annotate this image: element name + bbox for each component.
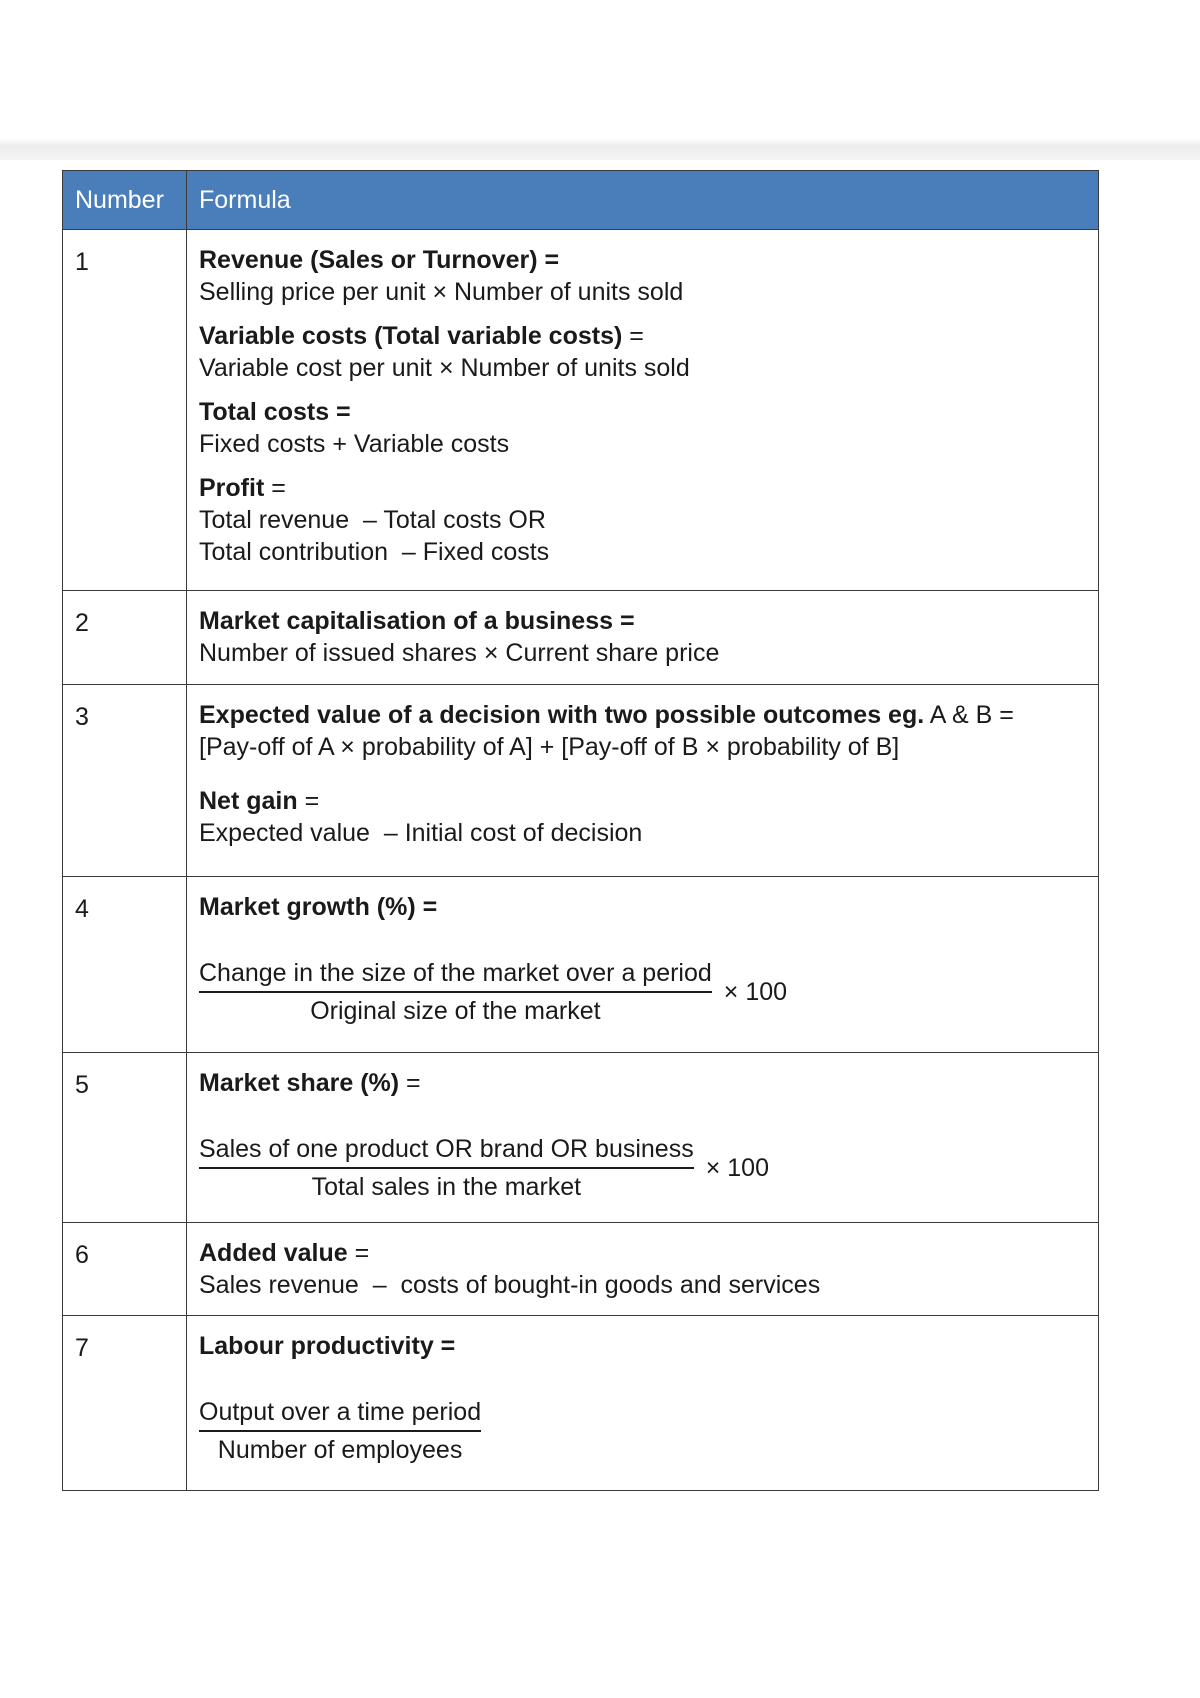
formula-expression: Expected value – Initial cost of decision [199,819,643,847]
formula-title-suffix: A & B = [924,701,1014,729]
table-row [63,877,1099,1053]
formula-expression: Variable cost per unit × Number of units sold [199,354,690,382]
formula-title-suffix: = [347,1239,370,1267]
formula-expression: Number of issued shares × Current share price [199,639,720,667]
row-number: 4 [63,877,187,1053]
formula-block-net-gain [199,785,1086,849]
table-row [63,1316,1099,1491]
formula-title [199,785,1086,817]
row-number: 1 [63,230,187,591]
fraction-denominator: Original size of the market [310,997,601,1025]
fraction-multiplier: × 100 [723,978,788,1006]
formula-cell [187,1053,1099,1223]
formula-title-text: Profit [199,474,265,502]
fraction-numerator: Change in the size of the market over a period [199,957,712,993]
formula-title: Total costs = [199,398,351,426]
formula-block-expected-value [199,699,1086,763]
fraction-multiplier: × 100 [705,1154,769,1182]
formula-expression: Sales revenue – costs of bought-in goods and services [199,1271,821,1299]
row-number: 7 [63,1316,187,1491]
header-number: Number [63,171,187,230]
table-row [63,591,1099,685]
formula-title [199,320,1086,352]
top-shade [0,0,1200,160]
table-row [63,1223,1099,1316]
fraction [199,957,712,1027]
row-number: 3 [63,685,187,877]
formula-title-text: Net gain [199,787,298,815]
formula-cell [187,877,1099,1053]
formula-block-profit [199,472,1086,568]
formula-expression: Total revenue – Total costs OR [199,506,546,534]
fraction-row [199,1133,1086,1203]
row-number: 5 [63,1053,187,1223]
fraction-numerator: Sales of one product OR brand OR business [199,1133,694,1169]
row-number: 6 [63,1223,187,1316]
formula-title-text: Variable costs (Total variable costs) [199,322,623,350]
formula-title [199,472,1086,504]
formula-expression: Selling price per unit × Number of units sold [199,278,684,306]
fraction-denominator: Number of employees [217,1436,463,1464]
table-row [63,1053,1099,1223]
formula-cell [187,591,1099,685]
formula-cell [187,1223,1099,1316]
fraction-row [199,1396,1086,1466]
fraction-numerator: Output over a time period [199,1396,481,1432]
formula-title-suffix: = [399,1069,421,1097]
formula-title-suffix: = [264,474,286,502]
formula-title: Market capitalisation of a business = [199,607,635,635]
formula-title: Revenue (Sales or Turnover) = [199,246,560,274]
header-row [63,171,1099,230]
formula-expression: Fixed costs + Variable costs [199,430,510,458]
table-row [63,685,1099,877]
fraction-row [199,957,1086,1027]
formula-title-suffix: = [622,322,644,350]
formula-title [199,1237,1086,1269]
formula-title [199,1067,1086,1099]
formula-expression: [Pay-off of A × probability of A] + [Pay-off of B × probability of B] [199,733,900,761]
formula-block-revenue [199,244,1086,308]
formula-cell [187,230,1099,591]
header-formula: Formula [187,171,1099,230]
fraction [199,1133,694,1203]
formula-cell [187,685,1099,877]
formula-title-text: Added value [199,1239,348,1267]
formula-title [199,699,1086,731]
formula-block-variable-costs [199,320,1086,384]
fraction [199,1396,481,1466]
formula-cell [187,1316,1099,1491]
fraction-denominator: Total sales in the market [311,1173,582,1201]
formula-block-total-costs [199,396,1086,460]
formula-expression: Total contribution – Fixed costs [199,538,550,566]
formula-title-text: Market share (%) [199,1069,400,1097]
formula-title: Labour productivity = [199,1332,456,1360]
formula-title-text: Expected value of a decision with two possible outcomes eg. [199,701,925,729]
formula-title: Market growth (%) = [199,893,438,921]
formula-title-suffix: = [297,787,320,815]
formula-table [62,170,1099,1491]
row-number: 2 [63,591,187,685]
table-row [63,230,1099,591]
